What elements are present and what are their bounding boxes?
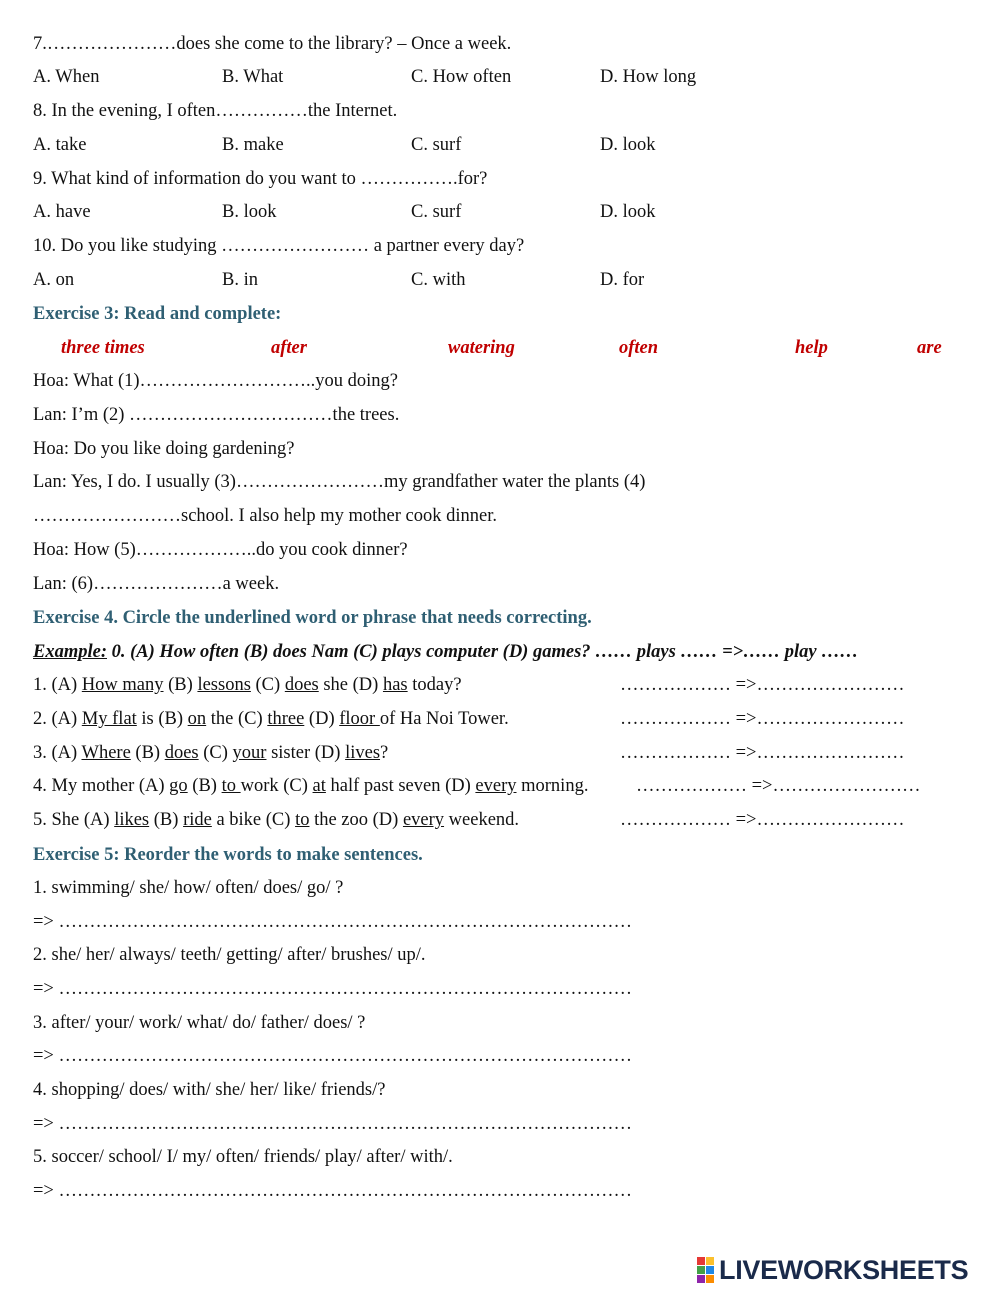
underlined-option[interactable]: How many xyxy=(81,675,164,695)
question-8-option-b[interactable]: B. make xyxy=(222,135,284,155)
question-7-stem: 7.…………………does she come to the library? – Once a week. xyxy=(33,34,512,54)
question-10-stem: 10. Do you like studying …………………… a partner every day? xyxy=(33,236,525,256)
correction-answer-blank[interactable]: ……………… =>…………………… xyxy=(620,810,905,830)
underlined-option[interactable]: every xyxy=(475,776,517,796)
underlined-option[interactable]: every xyxy=(402,810,445,830)
underlined-option[interactable]: three xyxy=(267,709,305,729)
underlined-option[interactable]: likes xyxy=(114,810,150,830)
underlined-option[interactable]: lessons xyxy=(197,675,251,695)
underlined-option[interactable]: at xyxy=(312,776,326,796)
item-text: the zoo (D) xyxy=(309,810,403,830)
question-10-option-b[interactable]: B. in xyxy=(222,270,258,290)
word-bank-item: are xyxy=(917,338,942,358)
item-text: she (D) xyxy=(318,675,383,695)
dialogue-line: Lan: I’m (2) ……………………………the trees. xyxy=(33,405,400,425)
correction-item xyxy=(33,809,519,831)
question-9-option-a[interactable]: A. have xyxy=(33,202,91,222)
correction-item xyxy=(33,674,462,696)
question-7-option-c[interactable]: C. How often xyxy=(411,67,512,87)
item-text: sister (D) xyxy=(266,743,346,763)
logo-icon-square xyxy=(706,1275,714,1283)
dialogue-line: Hoa: How (5)………………..do you cook dinner? xyxy=(33,540,408,560)
question-9-option-d[interactable]: D. look xyxy=(600,202,656,222)
question-10-option-c[interactable]: C. with xyxy=(411,270,466,290)
question-7-option-b[interactable]: B. What xyxy=(222,67,284,87)
reorder-prompt: 1. swimming/ she/ how/ often/ does/ go/ ? xyxy=(33,878,344,898)
underlined-option[interactable]: your xyxy=(232,743,267,763)
logo-text: LIVEWORKSHEETS xyxy=(719,1254,969,1285)
correction-item xyxy=(33,775,588,797)
item-text: work (C) xyxy=(240,776,313,796)
item-text: morning. xyxy=(516,776,589,796)
underlined-option[interactable]: does xyxy=(284,675,319,695)
item-text: (B) xyxy=(187,776,222,796)
question-10-option-d[interactable]: D. for xyxy=(600,270,645,290)
reorder-answer-line[interactable]: => ………………………………………………………………………………… xyxy=(33,1046,632,1066)
dialogue-line: ……………………school. I also help my mother cook dinner. xyxy=(33,506,497,526)
word-bank-item: after xyxy=(271,338,307,358)
dialogue-line: Lan: (6)…………………a week. xyxy=(33,574,280,594)
correction-answer-blank[interactable]: ……………… =>…………………… xyxy=(636,776,921,796)
item-text: 5. She (A) xyxy=(33,810,115,830)
logo-icon-square xyxy=(697,1275,705,1283)
item-text: half past seven (D) xyxy=(325,776,476,796)
exercise-3-heading: Exercise 3: Read and complete: xyxy=(33,304,282,324)
question-8-stem: 8. In the evening, I often……………the Internet. xyxy=(33,101,398,121)
question-9-stem: 9. What kind of information do you want to …………….for? xyxy=(33,169,488,189)
underlined-option[interactable]: ride xyxy=(183,810,212,830)
logo-icon-square xyxy=(697,1266,705,1274)
underlined-option[interactable]: My flat xyxy=(81,709,137,729)
underlined-option[interactable]: floor xyxy=(339,709,380,729)
underlined-option[interactable]: lives xyxy=(345,743,381,763)
underlined-option[interactable]: on xyxy=(187,709,207,729)
dialogue-line: Hoa: What (1)………………………..you doing? xyxy=(33,371,398,391)
item-text: is (B) xyxy=(136,709,188,729)
dialogue-line: Lan: Yes, I do. I usually (3)……………………my grandfather water the plants (4) xyxy=(33,472,646,492)
question-9-option-b[interactable]: B. look xyxy=(222,202,277,222)
underlined-option[interactable]: to xyxy=(295,810,310,830)
question-7-option-d[interactable]: D. How long xyxy=(600,67,697,87)
reorder-answer-line[interactable]: => ………………………………………………………………………………… xyxy=(33,1114,632,1134)
correction-answer-blank[interactable]: ……………… =>…………………… xyxy=(620,675,905,695)
reorder-answer-line[interactable]: => ………………………………………………………………………………… xyxy=(33,979,632,999)
logo-icon-square xyxy=(706,1266,714,1274)
question-8-option-c[interactable]: C. surf xyxy=(411,135,462,155)
item-text: (C) xyxy=(250,675,285,695)
reorder-prompt: 5. soccer/ school/ I/ my/ often/ friends/ play/ after/ with/. xyxy=(33,1147,453,1167)
underlined-option[interactable]: to xyxy=(221,776,241,796)
question-9-option-c[interactable]: C. surf xyxy=(411,202,462,222)
underlined-option[interactable]: does xyxy=(164,743,199,763)
liveworksheets-logo xyxy=(697,1254,968,1286)
logo-icon-square xyxy=(697,1257,705,1265)
underlined-option[interactable]: has xyxy=(382,675,408,695)
item-text: (B) xyxy=(130,743,165,763)
item-text: 4. My mother (A) xyxy=(33,776,170,796)
question-7-option-a[interactable]: A. When xyxy=(33,67,100,87)
word-bank-item: often xyxy=(619,338,659,358)
underlined-option[interactable]: go xyxy=(169,776,188,796)
item-text: (B) xyxy=(163,675,198,695)
correction-answer-blank[interactable]: ……………… =>…………………… xyxy=(620,709,905,729)
word-bank-item: three times xyxy=(61,338,145,358)
underlined-option[interactable]: Where xyxy=(81,743,131,763)
item-text: ? xyxy=(380,743,389,763)
example-line xyxy=(33,641,858,663)
item-text: (B) xyxy=(149,810,184,830)
correction-answer-blank[interactable]: ……………… =>…………………… xyxy=(620,743,905,763)
item-text: (D) xyxy=(304,709,340,729)
item-text: (C) xyxy=(198,743,233,763)
example-text: 0. (A) How often (B) does Nam (C) plays computer (D) games? …… plays …… =>…… play …… xyxy=(107,642,859,662)
example-label: Example: xyxy=(33,642,107,662)
reorder-prompt: 2. she/ her/ always/ teeth/ getting/ after/ brushes/ up/. xyxy=(33,945,426,965)
question-10-option-a[interactable]: A. on xyxy=(33,270,75,290)
item-text: today? xyxy=(407,675,462,695)
correction-item xyxy=(33,708,509,730)
reorder-prompt: 3. after/ your/ work/ what/ do/ father/ does/ ? xyxy=(33,1013,366,1033)
item-text: 1. (A) xyxy=(33,675,82,695)
item-text: 3. (A) xyxy=(33,743,82,763)
item-text: a bike (C) xyxy=(211,810,296,830)
logo-icon-square xyxy=(706,1257,714,1265)
exercise-4-heading: Exercise 4. Circle the underlined word or phrase that needs correcting. xyxy=(33,608,592,628)
exercise-5-heading: Exercise 5: Reorder the words to make sentences. xyxy=(33,845,423,865)
word-bank-item: help xyxy=(795,338,828,358)
word-bank-item: watering xyxy=(448,338,515,358)
reorder-answer-line[interactable]: => ………………………………………………………………………………… xyxy=(33,912,632,932)
item-text: the (C) xyxy=(206,709,268,729)
correction-item xyxy=(33,742,388,764)
item-text: of Ha Noi Tower. xyxy=(379,709,509,729)
logo-icon xyxy=(697,1257,714,1283)
item-text: 2. (A) xyxy=(33,709,82,729)
dialogue-line: Hoa: Do you like doing gardening? xyxy=(33,439,295,459)
question-8-option-a[interactable]: A. take xyxy=(33,135,87,155)
question-8-option-d[interactable]: D. look xyxy=(600,135,656,155)
reorder-prompt: 4. shopping/ does/ with/ she/ her/ like/ friends/? xyxy=(33,1080,386,1100)
reorder-answer-line[interactable]: => ………………………………………………………………………………… xyxy=(33,1181,632,1201)
item-text: weekend. xyxy=(444,810,520,830)
